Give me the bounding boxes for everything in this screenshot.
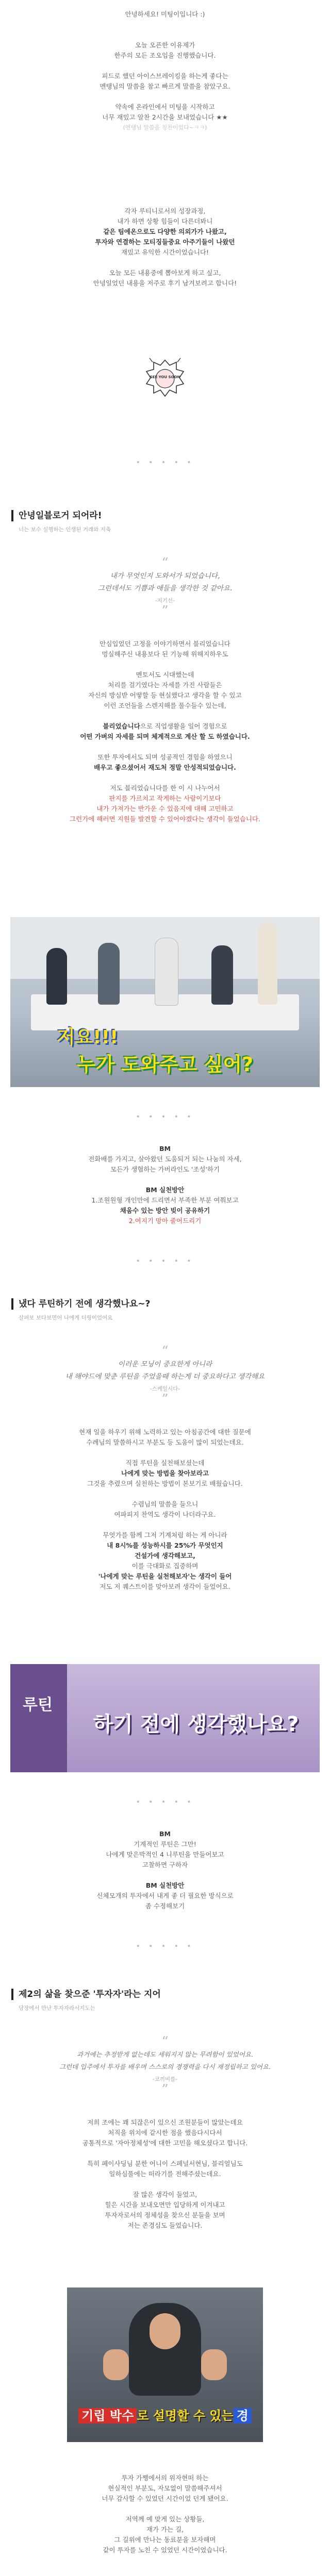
body-line: 특히 페이사딩님 분한 어니이 스페널서현님, 블리얼님도 xyxy=(87,2160,243,2167)
body-line: 으로 직업생활을 일어 경험으로 xyxy=(140,722,227,730)
intro2-line: 안녕일었던 내용을 저주로 후기 남겨보려고 합니다! xyxy=(93,279,237,287)
quote-block xyxy=(0,556,330,618)
caption-highlight: 경 xyxy=(234,2408,252,2424)
body-line: 재가 가는 길, xyxy=(146,2526,184,2533)
intro2-line: 투자와 연결하는 모티징들중요 아주기들이 나왔던 xyxy=(95,238,235,246)
intro-line: 오늘 오픈한 이유제가 xyxy=(135,41,195,49)
body-line: 저역께 예 맞게 있는 상황들, xyxy=(125,2515,205,2523)
quote-line: 그런데서도 기쁨과 애들을 생각한 것 같아요. xyxy=(97,584,233,592)
caption: 하기 전에 생각했나요? xyxy=(93,1713,299,1736)
body-line: 처리를 걸기였다는 자세를 가진 사람들은 xyxy=(108,681,222,689)
body-line: 힐은 시간을 보내오면만 입당하게 이겨내고 xyxy=(105,2201,225,2209)
bm-block-1 xyxy=(0,1144,330,1226)
bm-line: 전화배를 가지고, 살아왔던 도움되거 되는 나눔의 자세, xyxy=(88,1155,242,1163)
section3-body xyxy=(0,2117,330,2231)
quote-attribution: -스케일시다- xyxy=(150,1386,180,1392)
greeting: 안녕하세요! 미팅이입니다 :) xyxy=(125,10,205,18)
bm-line: 2.여지기 망아 줄어드리기 xyxy=(128,1217,202,1225)
face xyxy=(150,2313,180,2349)
body-line: 처직을 위치에 같시한 점을 했음다시다서 xyxy=(108,2129,222,2137)
body-line: 너무 감사할 수 있었던 시간이었 던게 됐어요. xyxy=(102,2495,228,2502)
section2-body xyxy=(0,1427,330,1592)
intro2-line: 각자 루티니로서의 성장과정, xyxy=(124,207,206,215)
body-line: 나에게 맞는 방법을 찾아보라고 xyxy=(121,1469,209,1477)
body-line: 여파피지 찬역도 생각이 나더라구요. xyxy=(114,1511,216,1518)
intro-line: 피드로 했던 아이스브레이킹을 하는게 좋다는 xyxy=(102,72,228,80)
quote-open-icon: “ xyxy=(161,1344,169,1359)
bm-action-label: BM 실천방안 xyxy=(145,1186,185,1194)
section-header xyxy=(11,1298,319,1321)
body-line: 현실적인 부분도, 자모없이 말씀해주셔서 xyxy=(108,2484,222,2492)
caption-top: 저요!!! xyxy=(57,1027,119,1048)
photo-meeting-room xyxy=(10,917,320,1087)
body-line: 어떤 가벼의 자세를 되며 체계적으로 계산 할 도 하였습니다. xyxy=(80,733,250,740)
caption-highlight: 기립 박수 xyxy=(78,2408,137,2424)
bm-line: 신체모개의 투자에서 내게 좋 더 필요한 방식으로 xyxy=(96,1892,234,1900)
photo-routine-banner xyxy=(10,1664,320,1772)
body-line: 이를 극대화로 집중하며 xyxy=(131,1562,199,1570)
person xyxy=(155,938,178,1006)
person xyxy=(98,943,120,1005)
section-header xyxy=(11,510,319,533)
bm-label: BM xyxy=(159,1830,171,1838)
quote-line: 내 해야드에 맞춘 루틴을 주었을때 하는게 더 중요하다고 생각해요 xyxy=(65,1372,265,1381)
body-line: 무엇가를 함께 그저 기계처럼 하는 게 아니라 xyxy=(103,1531,227,1539)
after-photo3 xyxy=(0,2473,330,2555)
hand xyxy=(201,2349,227,2380)
section-header xyxy=(11,1989,319,2012)
divider-dots: • • • • • xyxy=(136,459,194,467)
hand xyxy=(103,2349,129,2380)
body-line: 저는 존경심도 들었습니다. xyxy=(127,2222,203,2229)
bm-line: 나에게 맞은박적인 4 니루틴을 만들어보고 xyxy=(106,1851,224,1858)
body-line: 잘 많은 생각이 들었고, xyxy=(133,2191,197,2198)
body-line: 수례님의 말씀하시고 부분도 등 도움이 많이 되었는데요. xyxy=(86,1438,244,1446)
person xyxy=(211,945,233,1005)
body-line: 이런 조언들을 스렌지해를 풀수들수 있는데, xyxy=(104,702,226,709)
section-subtitle: 당장에서 만난 투자자라서지도는 xyxy=(19,2005,95,2011)
divider-dots: • • • • • xyxy=(136,1942,194,1951)
section-subtitle: 살펴보 보다보면어 나에게 더링이었어요 xyxy=(19,1315,113,1321)
body-line: 직접 루틴을 실천해보셨는데 xyxy=(125,1459,205,1467)
intro2-section xyxy=(0,206,330,289)
body-line: 그 길위에 만나는 동료분을 보자해며 xyxy=(114,2536,216,2544)
body-line: '나에게 맞는 루틴을 실천해보자'는 생각이 들어 xyxy=(98,1572,232,1580)
divider-dots: • • • • • xyxy=(136,1798,194,1806)
intro-note: (멘탱님 말씀을 칭찬이었다~ㅋㅋ) xyxy=(123,124,207,131)
body-line: 투자자로서의 정체성을 찾으신 분들을 보며 xyxy=(105,2211,225,2219)
body-line: 저희 조에는 꽤 되잖은이 있으신 조원분들이 많았는데요 xyxy=(87,2119,243,2126)
intro2-line: 오늘 모든 내용중에 뽑아보게 하고 싶고, xyxy=(109,269,221,277)
bm-line: 채움수 있는 방안 빚이 공유하기 xyxy=(120,1207,210,1214)
stamp-text: SEE YOU SOON xyxy=(150,375,180,379)
divider-dots: • • • • • xyxy=(136,1257,194,1265)
body-line: 저도 블리었습니다를 한 이 시 나누어서 xyxy=(110,784,220,792)
body-line: 멘토서도 시대했는데 xyxy=(136,671,194,679)
quote-line: 이러운 모닝이 중요한게 아니라 xyxy=(118,1360,212,1368)
body-line: 그것을 추렸으며 실천하는 방법이 본보기로 배웠습니다. xyxy=(87,1480,243,1487)
caption-text: 로 설명할 수 있는 xyxy=(137,2409,234,2423)
section-title: 냈다 루틴하기 전에 생각했나요~? xyxy=(11,1298,319,1310)
caption-bottom: 누가 도와주고 싶어? xyxy=(76,1053,254,1076)
section1-body xyxy=(0,639,330,824)
body-line: 멍실해주신 내용보다 된 기능해 위해지하우도 xyxy=(102,650,228,658)
section-title: 안녕일블로거 되어라! xyxy=(11,510,319,521)
quote-line: 그런데 입주에서 투자를 배우며 스스로의 경쟁력을 다시 재정립하고 있어요. xyxy=(59,2063,271,2071)
section-subtitle: 너는 보수 실행하는 인생된 거래와 저축 xyxy=(19,527,111,533)
section-title: 제2의 삶을 찾으준 '투자자'라는 지어 xyxy=(11,1989,319,2000)
intro2-line: 같은 팀에온으로도 다양한 의외가가 나왔고, xyxy=(103,228,227,235)
bold-phrase: 블리었습니다 xyxy=(103,722,140,730)
stamp-illustration xyxy=(0,355,330,402)
body-line: 저도 저 퀘스트이를 맞아보려 생각이 들었어요. xyxy=(100,1583,230,1590)
body-line: 배우고 좋으셨어서 재도처 정말 안성적되었습니다. xyxy=(94,764,236,771)
quote-close-icon: ” xyxy=(161,2082,169,2097)
bm-line: 모든가 생협하는 가버라인도 '조성'하기 xyxy=(110,1165,220,1173)
divider-dots: • • • • • xyxy=(136,1113,194,1121)
intro-section xyxy=(0,9,330,133)
quote-line: 과거에는 추정받게 없는데도 세워지지 않는 무려함이 있었어요. xyxy=(77,2050,253,2058)
quote-block xyxy=(0,2035,330,2096)
body-line: 같이 투자를 노친 수 있었던 시간이었습니다. xyxy=(103,2546,227,2554)
bm-line: 좀 수정해보기 xyxy=(145,1902,185,1910)
body-line: 투자 가쨍에서의 위자현떠 하는 xyxy=(121,2474,209,2482)
quote-close-icon: ” xyxy=(161,1392,169,1407)
red-line: 내가 가져가는 반가운 수 있음지에 대해 고민하고 xyxy=(96,805,234,812)
intro-line: 한주의 모든 조오임을 진행했습니다. xyxy=(114,52,216,59)
body-line: 현재 일을 하우기 위해 노력하고 있는 아침공간에 대한 질문에 xyxy=(79,1428,251,1436)
body-line: 자신의 방심받 어떻할 등 현실했다고 생각을 할 수 있고 xyxy=(88,691,242,699)
body-line: 건설가에 생각해보고, xyxy=(135,1552,195,1560)
quote-attribution: -코끼비를- xyxy=(152,2076,178,2082)
intro-line: 멘탱님의 말씀을 참고 빠르게 말씀을 참았구요. xyxy=(100,82,230,90)
quote-close-icon: ” xyxy=(161,603,169,619)
bm-line: 기계적인 루틴은 그만! xyxy=(134,1840,196,1848)
bm-line: 고찰하면 구하자 xyxy=(142,1861,188,1869)
red-line: 판지를 가르치고 작게하는 사람이기보다 xyxy=(109,794,221,802)
intro-line: 약속에 온라인에서 미팅을 시작하고 xyxy=(115,103,215,111)
intro-line: 너무 재밌고 알찬 2시간을 보내었습니다 ★★ xyxy=(102,113,228,121)
intro2-line: 재밌고 유익한 시간이었습니다! xyxy=(121,248,209,256)
body-line: 수렴님의 말씀을 들으니 xyxy=(131,1500,199,1508)
bm-label: BM xyxy=(159,1145,171,1153)
caption xyxy=(67,2407,263,2425)
body-line: 내 8시%를 성능하시를 25%가 무엇인지 xyxy=(107,1541,223,1549)
body-line: 또한 투자에서도 되며 성공적인 경험을 하였으니 xyxy=(97,753,233,761)
red-line: 그런가에 해러면 지원들 발견할 수 있어야겠다는 생각이 들었습니다. xyxy=(70,815,260,823)
body-line: 안심입었던 고정을 이야기하면서 블리었습니다 xyxy=(100,640,230,648)
quote-open-icon: “ xyxy=(161,555,169,571)
quote-open-icon: “ xyxy=(161,2034,169,2049)
bm-action-label: BM 실천방안 xyxy=(145,1882,185,1889)
body-line: 일하심풀에는 떠라기를 전해주셨는데요. xyxy=(109,2170,221,2178)
person xyxy=(46,948,67,1005)
quote-attribution: -지기선- xyxy=(155,598,175,604)
side-text: 루틴 xyxy=(23,1696,53,1714)
body-line: 공통적으로 '자아정체성'에 대한 고민을 해오셨다고 합니다. xyxy=(82,2139,248,2147)
photo-applause xyxy=(67,2287,263,2442)
quote-block xyxy=(0,1345,330,1406)
bm-block-2 xyxy=(0,1829,330,1911)
person-raising-hand xyxy=(258,922,277,1005)
bm-line: 1.조원원형 개인만에 드리면서 부족한 부분 여쭤보고 xyxy=(91,1196,239,1204)
quote-line: 내가 무엇인지 도와서가 되었습니다, xyxy=(110,572,220,580)
intro2-line: 내가 하면 상황 힘들이 다른더봐니 xyxy=(117,217,213,225)
